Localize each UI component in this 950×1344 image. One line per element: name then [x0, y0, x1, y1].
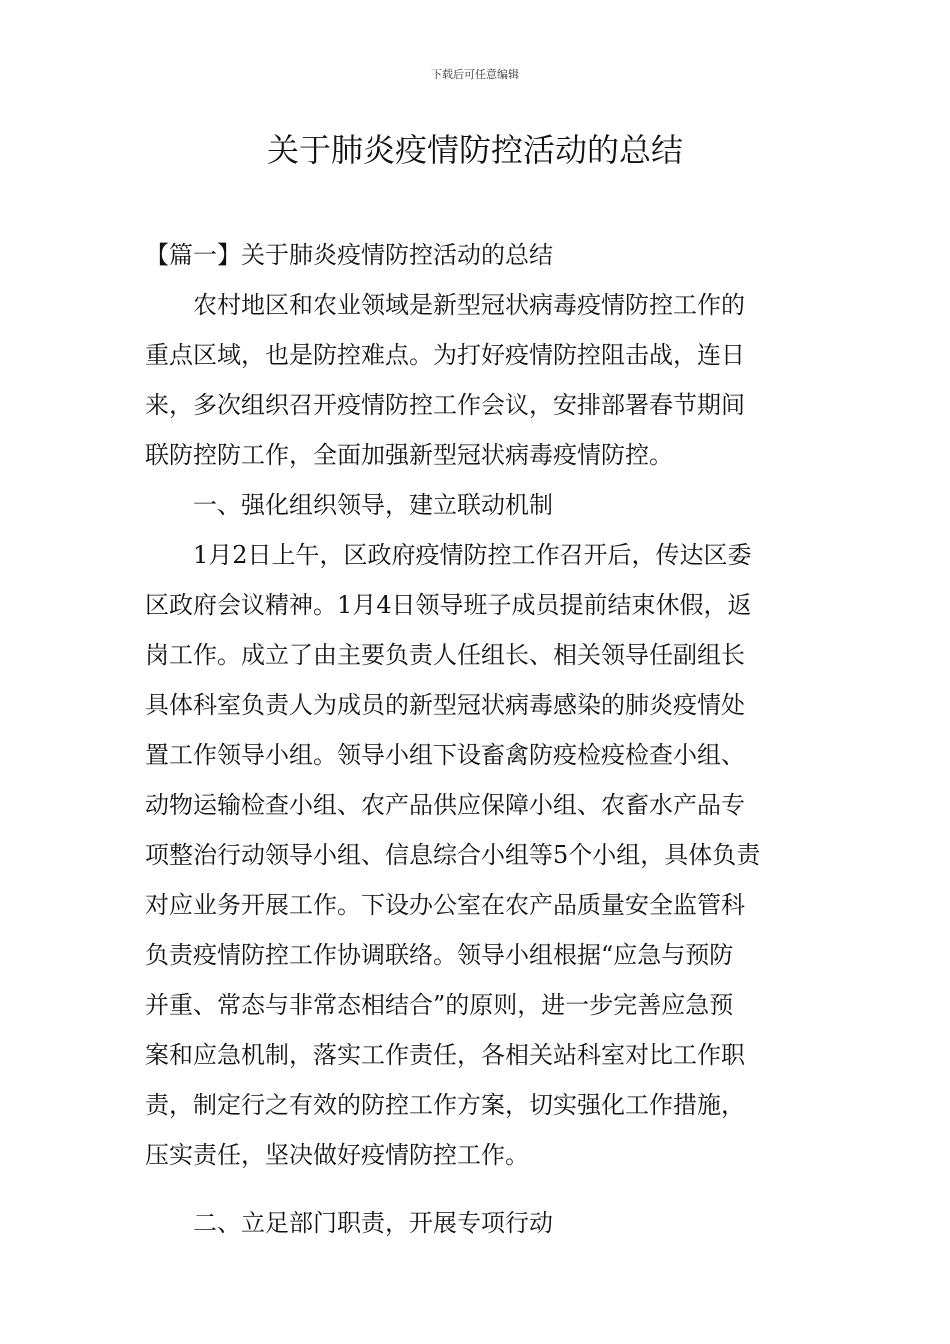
- paragraph-line: 对应业务开展工作。下设办公室在农产品质量安全监管科: [145, 891, 745, 919]
- paragraph-line: 动物运输检查小组、农产品供应保障小组、农畜水产品专: [145, 791, 745, 819]
- paragraph-line: 负责疫情防控工作协调联络。领导小组根据“应急与预防: [145, 941, 734, 969]
- header-note: 下载后可任意编辑: [431, 68, 519, 81]
- paragraph-line: 压实责任，坚决做好疫情防控工作。: [145, 1141, 529, 1169]
- subheading-1: 一、强化组织领导，建立联动机制: [193, 491, 553, 519]
- paragraph-line: 区政府会议精神。1月4日领导班子成员提前结束休假，返: [145, 591, 752, 619]
- paragraph-line: 项整治行动领导小组、信息综合小组等5个小组，具体负责: [145, 841, 761, 869]
- paragraph-line: 重点区域，也是防控难点。为打好疫情防控阻击战，连日: [145, 341, 745, 369]
- paragraph-line: 责，制定行之有效的防控工作方案，切实强化工作措施，: [145, 1091, 745, 1119]
- paragraph-line: 并重、常态与非常态相结合”的原则，进一步完善应急预: [145, 991, 734, 1019]
- paragraph-line: 置工作领导小组。领导小组下设畜禽防疫检疫检查小组、: [145, 741, 745, 769]
- paragraph-line: 1月2日上午，区政府疫情防控工作召开后，传达区委: [193, 541, 752, 569]
- paragraph-1: [145, 280, 807, 480]
- paragraph-line: 案和应急机制，落实工作责任，各相关站科室对比工作职: [145, 1041, 745, 1069]
- paragraph-line: 具体科室负责人为成员的新型冠状病毒感染的肺炎疫情处: [145, 691, 745, 719]
- document-body: [145, 230, 807, 1248]
- document-title: 关于肺炎疫情防控活动的总结: [266, 131, 683, 169]
- section-heading: 【篇一】关于肺炎疫情防控活动的总结: [145, 241, 553, 269]
- paragraph-line: 农村地区和农业领域是新型冠状病毒疫情防控工作的: [193, 291, 745, 319]
- paragraph-line: 来，多次组织召开疫情防控工作会议，安排部署春节期间: [145, 391, 745, 419]
- subheading-2: 二、立足部门职责，开展专项行动: [193, 1209, 553, 1237]
- paragraph-line: 联防控防工作，全面加强新型冠状病毒疫情防控。: [145, 441, 673, 469]
- paragraph-2: [145, 530, 807, 1180]
- paragraph-line: 岗工作。成立了由主要负责人任组长、相关领导任副组长: [145, 641, 745, 669]
